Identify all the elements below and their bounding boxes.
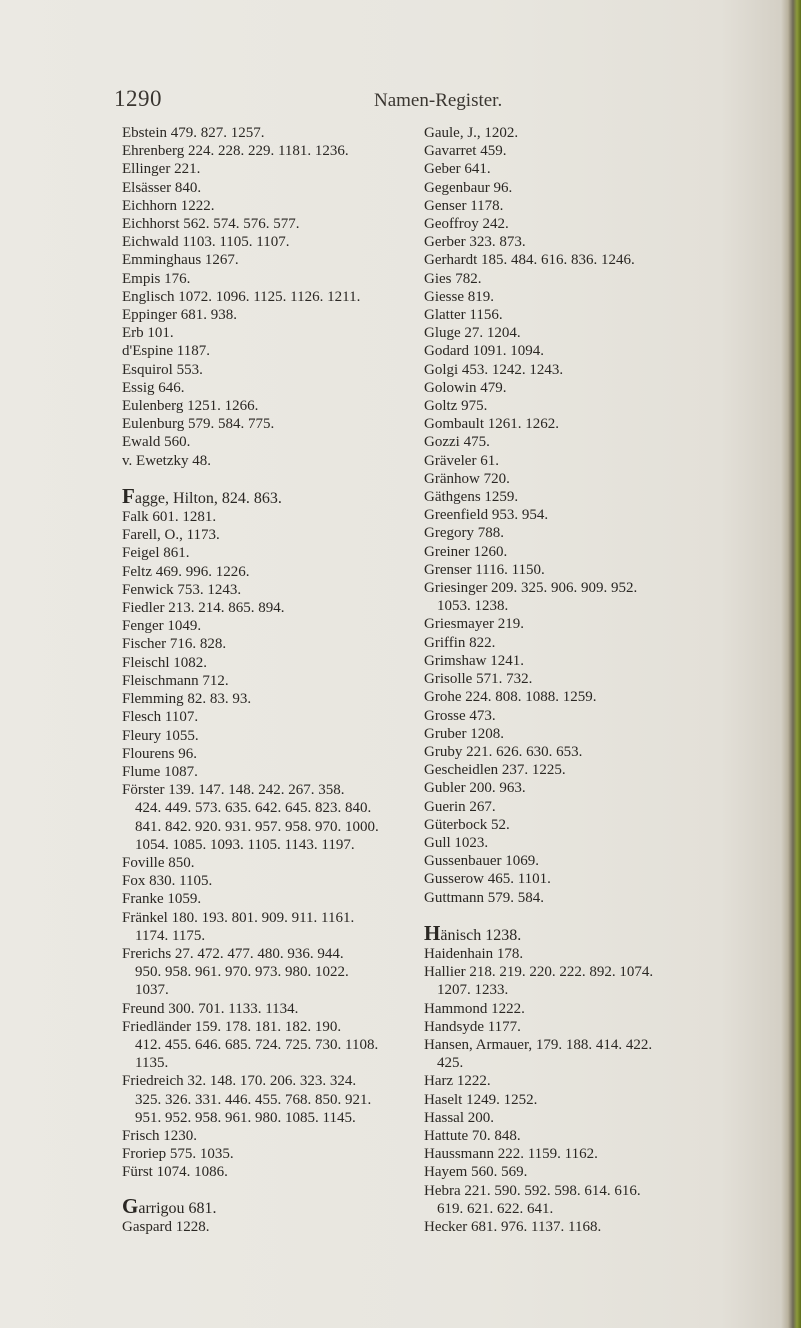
entry-line: Empis 176. xyxy=(122,270,191,287)
entry-line: Haselt 1249. 1252. xyxy=(424,1091,538,1108)
entry-line: Ebstein 479. 827. 1257. xyxy=(122,125,265,141)
entry-line: Hecker 681. 976. 1137. 1168. xyxy=(424,1218,602,1235)
entry-line: Hansen, Armauer, 179. 188. 414. 422. xyxy=(424,1036,653,1053)
entry-line: Feltz 469. 996. 1226. xyxy=(122,563,250,580)
entry-line: Gusserow 465. 1101. xyxy=(424,871,551,888)
index-entry xyxy=(424,816,794,834)
index-entry xyxy=(424,579,794,615)
entry-line: Glatter 1156. xyxy=(424,307,503,324)
index-entry xyxy=(424,270,794,288)
index-entry xyxy=(424,470,794,488)
entry-line: Hassal 200. xyxy=(424,1109,494,1126)
index-entry xyxy=(122,251,372,269)
entry-line: Gombault 1261. 1262. xyxy=(424,416,559,433)
entry-line: Friedreich 32. 148. 170. 206. 323. 324. xyxy=(122,1073,357,1090)
index-entry xyxy=(424,652,794,670)
index-entry xyxy=(424,1072,794,1090)
index-entry xyxy=(122,379,372,397)
index-entry xyxy=(424,433,794,451)
index-entry xyxy=(424,707,794,725)
index-entry xyxy=(122,160,372,178)
index-entry xyxy=(122,452,372,470)
entry-continuation-line: 325. 326. 331. 446. 455. 768. 850. 921. xyxy=(135,1091,372,1108)
entry-line: Griffin 822. xyxy=(424,634,496,651)
index-entry xyxy=(122,654,372,672)
page-header xyxy=(0,86,801,116)
index-entry xyxy=(424,1109,794,1127)
entry-line xyxy=(424,920,794,945)
index-entry xyxy=(424,543,794,561)
index-entry xyxy=(424,1000,794,1018)
index-entry xyxy=(122,708,372,726)
entry-line: Essig 646. xyxy=(122,379,185,396)
entry-line: Eichhorn 1222. xyxy=(122,197,215,214)
entry-line: Förster 139. 147. 148. 242. 267. 358. xyxy=(122,782,345,799)
index-entry xyxy=(424,142,794,160)
index-entry xyxy=(424,506,794,524)
entry-line: Gubler 200. 963. xyxy=(424,780,526,797)
index-entry xyxy=(122,415,372,433)
section-initial: H xyxy=(424,920,441,945)
index-entry xyxy=(424,761,794,779)
index-entry xyxy=(424,324,794,342)
entry-continuation-line: 1135. xyxy=(135,1055,169,1072)
entry-continuation-line: 1037. xyxy=(135,982,169,999)
entry-line: Griesmayer 219. xyxy=(424,616,524,633)
index-entry xyxy=(424,1127,794,1145)
entry-line: Hayem 560. 569. xyxy=(424,1164,528,1181)
page-edge xyxy=(781,0,801,1328)
index-entry xyxy=(122,890,372,908)
entry-line: Hammond 1222. xyxy=(424,1000,525,1017)
entry-line: v. Ewetzky 48. xyxy=(122,452,212,469)
index-entry xyxy=(122,124,372,142)
index-entry xyxy=(424,963,794,999)
entry-continuation-line: 841. 842. 920. 931. 957. 958. 970. 1000. xyxy=(135,818,379,835)
entry-line: Gruby 221. 626. 630. 653. xyxy=(424,743,583,760)
entry-text: änisch 1238. xyxy=(440,926,522,944)
entry-line: Godard 1091. 1094. xyxy=(424,343,544,360)
entry-line: Gäthgens 1259. xyxy=(424,489,519,506)
index-entry xyxy=(122,635,372,653)
entry-continuation-line: 412. 455. 646. 685. 724. 725. 730. 1108. xyxy=(135,1036,379,1053)
entry-line: Fleury 1055. xyxy=(122,727,199,744)
entry-line: Foville 850. xyxy=(122,854,195,871)
index-entry xyxy=(122,617,372,635)
entry-line: Fenger 1049. xyxy=(122,618,202,635)
index-entry xyxy=(424,889,794,907)
entry-line: Froriep 575. 1035. xyxy=(122,1146,234,1163)
entry-line: Gussenbauer 1069. xyxy=(424,853,539,870)
entry-line: Gaule, J., 1202. xyxy=(424,125,519,141)
index-entry xyxy=(122,288,372,306)
index-entry xyxy=(122,1145,372,1163)
entry-line: Grenser 1116. 1150. xyxy=(424,561,545,578)
entry-line: Freund 300. 701. 1133. 1134. xyxy=(122,1000,299,1017)
entry-text: agge, Hilton, 824. 863. xyxy=(134,489,282,507)
entry-text: arrigou 681. xyxy=(138,1199,217,1217)
running-head: Namen-Register. xyxy=(374,90,503,111)
entry-line: Fränkel 180. 193. 801. 909. 911. 1161. xyxy=(122,909,355,926)
entry-line: Eulenburg 579. 584. 775. xyxy=(122,416,275,433)
index-entry xyxy=(424,834,794,852)
entry-line: Harz 1222. xyxy=(424,1073,491,1090)
index-entry xyxy=(122,1072,372,1127)
entry-line: Friedländer 159. 178. 181. 182. 190. xyxy=(122,1018,342,1035)
index-entry xyxy=(424,634,794,652)
entry-line: Emminghaus 1267. xyxy=(122,252,239,269)
index-entry xyxy=(424,852,794,870)
index-entry xyxy=(122,1127,372,1145)
entry-line: Fischer 716. 828. xyxy=(122,636,227,653)
section-initial: G xyxy=(122,1193,139,1218)
entry-line: Handsyde 1177. xyxy=(424,1018,521,1035)
index-column-right xyxy=(424,124,794,1236)
index-entry xyxy=(424,306,794,324)
entry-line: Hallier 218. 219. 220. 222. 892. 1074. xyxy=(424,964,654,981)
entry-line: Grimshaw 1241. xyxy=(424,652,524,669)
index-entry xyxy=(424,725,794,743)
entry-line: Eichhorst 562. 574. 576. 577. xyxy=(122,216,300,233)
entry-line: Gozzi 475. xyxy=(424,434,490,451)
index-entry xyxy=(122,324,372,342)
index-entry xyxy=(122,781,379,854)
index-entry xyxy=(424,379,794,397)
index-entry xyxy=(424,160,794,178)
index-entry xyxy=(122,1193,372,1218)
index-entry xyxy=(122,1218,372,1236)
entry-line: Esquirol 553. xyxy=(122,361,203,378)
index-entry xyxy=(122,342,372,360)
entry-line: Gescheidlen 237. 1225. xyxy=(424,762,566,779)
entry-line: Gregory 788. xyxy=(424,525,504,542)
entry-line: Englisch 1072. 1096. 1125. 1126. 1211. xyxy=(122,288,361,305)
entry-line: Gavarret 459. xyxy=(424,143,507,160)
index-entry xyxy=(122,581,372,599)
index-entry xyxy=(424,415,794,433)
entry-line: Haussmann 222. 1159. 1162. xyxy=(424,1146,598,1163)
entry-continuation-line: 1207. 1233. xyxy=(437,982,509,999)
index-entry xyxy=(122,433,372,451)
entry-line: Fleischl 1082. xyxy=(122,654,207,671)
index-entry xyxy=(122,397,372,415)
index-entry xyxy=(424,743,794,761)
index-entry xyxy=(424,179,794,197)
index-entry xyxy=(122,563,372,581)
index-entry xyxy=(122,233,372,251)
index-entry xyxy=(424,945,794,963)
index-entry xyxy=(122,854,372,872)
index-entry xyxy=(122,727,372,745)
entry-line: Gull 1023. xyxy=(424,834,489,851)
index-entry xyxy=(424,670,794,688)
entry-line: Frerichs 27. 472. 477. 480. 936. 944. xyxy=(122,945,344,962)
entry-line: Eichwald 1103. 1105. 1107. xyxy=(122,234,290,251)
index-entry xyxy=(122,197,372,215)
entry-continuation-line: 950. 958. 961. 970. 973. 980. 1022. xyxy=(135,964,349,981)
index-entry xyxy=(122,672,372,690)
entry-line: Greenfield 953. 954. xyxy=(424,507,549,524)
page-number: 1290 xyxy=(114,86,162,111)
index-entry xyxy=(424,561,794,579)
entry-line: Geoffroy 242. xyxy=(424,216,509,233)
index-entry xyxy=(122,142,372,160)
entry-line: Gaspard 1228. xyxy=(122,1218,210,1235)
index-entry xyxy=(424,488,794,506)
entry-line: Fleischmann 712. xyxy=(122,672,229,689)
index-entry xyxy=(122,872,372,890)
index-entry xyxy=(424,1036,794,1072)
index-entry xyxy=(122,544,372,562)
index-entry xyxy=(122,526,372,544)
index-entry xyxy=(424,251,794,269)
index-entry xyxy=(424,920,794,945)
index-entry xyxy=(424,288,794,306)
entry-line: Franke 1059. xyxy=(122,891,202,908)
entry-line: Hebra 221. 590. 592. 598. 614. 616. xyxy=(424,1182,641,1199)
index-entry xyxy=(424,870,794,888)
entry-line: Eulenberg 1251. 1266. xyxy=(122,398,259,415)
entry-line: Fürst 1074. 1086. xyxy=(122,1164,228,1181)
index-entry xyxy=(122,745,372,763)
index-entry xyxy=(122,1163,372,1181)
entry-line: Flume 1087. xyxy=(122,763,198,780)
entry-line: Gräveler 61. xyxy=(424,452,499,469)
index-column-left xyxy=(122,124,379,1236)
index-entry xyxy=(122,909,372,945)
entry-line: Eppinger 681. 938. xyxy=(122,307,237,324)
index-entry xyxy=(122,215,372,233)
entry-line: Güterbock 52. xyxy=(424,816,510,833)
entry-line: Griesinger 209. 325. 906. 909. 952. xyxy=(424,580,638,597)
index-entry xyxy=(424,779,794,797)
index-entry xyxy=(424,615,794,633)
entry-line: Flourens 96. xyxy=(122,745,197,762)
index-entry xyxy=(424,452,794,470)
entry-line: Erb 101. xyxy=(122,325,174,342)
entry-continuation-line: 1053. 1238. xyxy=(437,598,509,615)
entry-line: Fenwick 753. 1243. xyxy=(122,581,242,598)
entry-line: Ellinger 221. xyxy=(122,161,201,178)
entry-continuation-line: 1054. 1085. 1093. 1105. 1143. 1197. xyxy=(135,836,355,853)
entry-line: Gegenbaur 96. xyxy=(424,179,513,196)
entry-line: Gies 782. xyxy=(424,270,482,287)
index-entry xyxy=(424,524,794,542)
index-entry xyxy=(424,397,794,415)
entry-line: d'Espine 1187. xyxy=(122,343,210,360)
entry-line: Flesch 1107. xyxy=(122,709,199,726)
entry-line: Gerber 323. 873. xyxy=(424,234,526,251)
index-entry xyxy=(424,1091,794,1109)
entry-continuation-line: 425. xyxy=(437,1055,464,1072)
entry-continuation-line: 424. 449. 573. 635. 642. 645. 823. 840. xyxy=(135,800,372,817)
entry-line: Ewald 560. xyxy=(122,434,191,451)
entry-line: Falk 601. 1281. xyxy=(122,509,217,526)
index-entry xyxy=(122,945,372,1000)
index-entry xyxy=(122,361,372,379)
index-entry xyxy=(424,233,794,251)
entry-line: Elsässer 840. xyxy=(122,179,202,196)
entry-line: Grosse 473. xyxy=(424,707,496,724)
index-entry xyxy=(122,1000,372,1018)
entry-line: Fox 830. 1105. xyxy=(122,873,213,890)
entry-line: Gluge 27. 1204. xyxy=(424,325,521,342)
entry-continuation-line: 1174. 1175. xyxy=(135,927,206,944)
entry-line: Hattute 70. 848. xyxy=(424,1127,521,1144)
entry-line: Farell, O., 1173. xyxy=(122,527,220,544)
index-entry xyxy=(122,270,372,288)
entry-line: Fiedler 213. 214. 865. 894. xyxy=(122,600,285,617)
entry-line: Golgi 453. 1242. 1243. xyxy=(424,361,564,378)
entry-line xyxy=(122,1193,372,1218)
entry-line: Grisolle 571. 732. xyxy=(424,671,533,688)
index-entry xyxy=(424,688,794,706)
entry-line: Guttmann 579. 584. xyxy=(424,889,544,906)
entry-line: Genser 1178. xyxy=(424,197,504,214)
entry-continuation-line: 619. 621. 622. 641. xyxy=(437,1200,554,1217)
index-entry xyxy=(122,690,372,708)
index-entry xyxy=(424,1163,794,1181)
entry-line: Goltz 975. xyxy=(424,398,488,415)
index-entry xyxy=(122,763,372,781)
index-entry xyxy=(424,124,794,142)
index-entry xyxy=(122,306,372,324)
entry-line: Golowin 479. xyxy=(424,379,507,396)
index-entry xyxy=(424,1218,794,1236)
index-entry xyxy=(122,599,372,617)
entry-line: Guerin 267. xyxy=(424,798,496,815)
index-entry xyxy=(424,361,794,379)
index-entry xyxy=(122,508,372,526)
index-entry xyxy=(424,197,794,215)
entry-line: Giesse 819. xyxy=(424,288,494,305)
index-entry xyxy=(424,798,794,816)
entry-line: Gruber 1208. xyxy=(424,725,504,742)
index-entry xyxy=(424,342,794,360)
entry-line: Greiner 1260. xyxy=(424,543,508,560)
entry-line: Ehrenberg 224. 228. 229. 1181. 1236. xyxy=(122,143,349,160)
entry-line: Gränhow 720. xyxy=(424,470,510,487)
entry-line: Frisch 1230. xyxy=(122,1127,197,1144)
index-entry xyxy=(424,1182,794,1218)
entry-line xyxy=(122,483,372,508)
index-entry xyxy=(424,1145,794,1163)
entry-line: Haidenhain 178. xyxy=(424,945,524,962)
index-entry xyxy=(424,1018,794,1036)
entry-line: Flemming 82. 83. 93. xyxy=(122,691,252,708)
entry-line: Feigel 861. xyxy=(122,545,190,562)
entry-line: Geber 641. xyxy=(424,161,491,178)
index-entry xyxy=(122,483,372,508)
entry-line: Gerhardt 185. 484. 616. 836. 1246. xyxy=(424,252,635,269)
entry-continuation-line: 951. 952. 958. 961. 980. 1085. 1145. xyxy=(135,1109,356,1126)
index-entry xyxy=(122,1018,379,1073)
index-entry xyxy=(424,215,794,233)
index-entry xyxy=(122,179,372,197)
section-initial: F xyxy=(122,483,135,508)
entry-line: Grohe 224. 808. 1088. 1259. xyxy=(424,689,597,706)
